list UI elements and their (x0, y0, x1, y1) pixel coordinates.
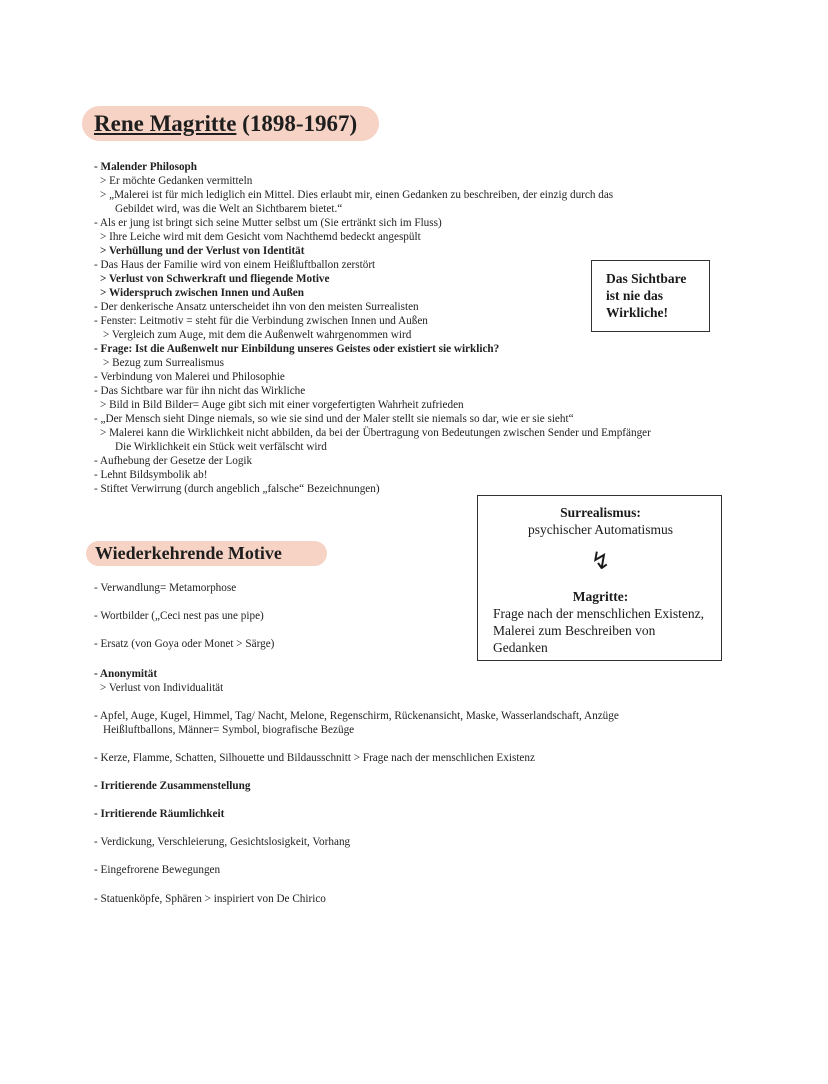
note-line: - Malender Philosoph (94, 161, 197, 173)
quote-box (591, 260, 710, 332)
note-line: - Verbindung von Malerei und Philosophie (94, 371, 285, 383)
note-line: > Widerspruch zwischen Innen und Außen (100, 287, 304, 299)
motif-item: - Irritierende Räumlichkeit (94, 808, 225, 820)
note-line: > Bezug zum Surrealismus (103, 357, 224, 369)
note-line: > Malerei kann die Wirklichkeit nicht abbilden, da bei der Übertragung von Bedeutungen zwischen Sender und Empfänger (100, 427, 651, 439)
motif-item: - Eingefrorene Bewegungen (94, 864, 221, 876)
quote-line: Wirkliche! (606, 305, 668, 320)
magritte-line: Frage nach der menschlichen Existenz, (493, 606, 705, 621)
note-line: > Bild in Bild Bilder= Auge gibt sich mit einer vorgefertigten Wahrheit zufrieden (100, 399, 464, 411)
motif-item: - Verdickung, Verschleierung, Gesichtslosigkeit, Vorhang (94, 836, 351, 848)
note-line: - Lehnt Bildsymbolik ab! (94, 469, 208, 481)
surrealism-box (477, 495, 722, 661)
note-line: > Er möchte Gedanken vermitteln (100, 175, 253, 187)
motif-item: - Irritierende Zusammenstellung (94, 780, 251, 792)
note-line: - Das Sichtbare war für ihn nicht das Wirkliche (94, 385, 306, 397)
note-line: Die Wirklichkeit ein Stück weit verfälscht wird (115, 441, 327, 453)
motif-item: > Verlust von Individualität (100, 682, 224, 694)
note-line: - Fenster: Leitmotiv = steht für die Verbindung zwischen Innen und Außen (94, 315, 428, 327)
note-line: - Stiftet Verwirrung (durch angeblich „falsche“ Bezeichnungen) (94, 483, 380, 495)
note-line: > Ihre Leiche wird mit dem Gesicht vom Nachthemd bedeckt angespült (100, 231, 421, 243)
motif-item: - Kerze, Flamme, Schatten, Silhouette und Bildausschnitt > Frage nach der menschlichen Existenz (94, 752, 535, 764)
magritte-heading: Magritte: (572, 589, 629, 604)
note-line: > Verlust von Schwerkraft und fliegende Motive (100, 273, 330, 285)
note-line: - Aufhebung der Gesetze der Logik (94, 455, 253, 467)
note-line: > Verhüllung und der Verlust von Identität (100, 245, 305, 257)
motif-item: - Verwandlung= Metamorphose (94, 582, 237, 594)
note-line: - Das Haus der Familie wird von einem Heißluftballon zerstört (94, 259, 376, 271)
section-title-motifs: Wiederkehrende Motive (95, 543, 282, 563)
title-years: (1898-1967) (242, 111, 358, 136)
motif-item: - Statuenköpfe, Sphären > inspiriert von De Chirico (94, 893, 326, 905)
page-title (94, 106, 357, 141)
surrealism-definition: psychischer Automatismus (527, 522, 674, 537)
surrealism-heading: Surrealismus: (560, 505, 641, 520)
motif-item: - Apfel, Auge, Kugel, Himmel, Tag/ Nacht, Melone, Regenschirm, Rückenansicht, Maske, Wasserlandschaft, Anzüge (94, 710, 619, 722)
note-line: > „Malerei ist für mich lediglich ein Mittel. Dies erlaubt mir, einen Gedanken zu beschreiben, der einzig durch das (100, 189, 614, 201)
note-line: - „Der Mensch sieht Dinge niemals, so wie sie sind und der Maler stellt sie niemals so dar, wie er sie sieht“ (94, 413, 574, 425)
motif-item: - Wortbilder („Ceci nest pas une pipe) (94, 610, 264, 622)
note-line: Gebildet wird, was die Welt an Sichtbarem bietet.“ (115, 203, 343, 215)
quote-line: Das Sichtbare (606, 271, 687, 286)
motif-item: - Anonymität (94, 668, 158, 680)
magritte-line: Gedanken (493, 640, 548, 655)
note-line: - Frage: Ist die Außenwelt nur Einbildung unseres Geistes oder existiert sie wirklich? (94, 343, 500, 355)
title-name: Rene Magritte (94, 111, 237, 136)
motif-item: - Ersatz (von Goya oder Monet > Särge) (94, 638, 275, 650)
note-line: > Vergleich zum Auge, mit dem die Außenwelt wahrgenommen wird (103, 329, 412, 341)
motif-item: Heißluftballons, Männer= Symbol, biografische Bezüge (103, 724, 355, 736)
magritte-line: Malerei zum Beschreiben von (493, 623, 656, 638)
quote-line: ist nie das (606, 288, 664, 303)
note-line: - Der denkerische Ansatz unterscheidet ihn von den meisten Surrealisten (94, 301, 419, 313)
note-line: - Als er jung ist bringt sich seine Mutter selbst um (Sie ertränkt sich im Fluss) (94, 217, 442, 229)
lightning-arrow-icon: ↯ (590, 547, 611, 575)
